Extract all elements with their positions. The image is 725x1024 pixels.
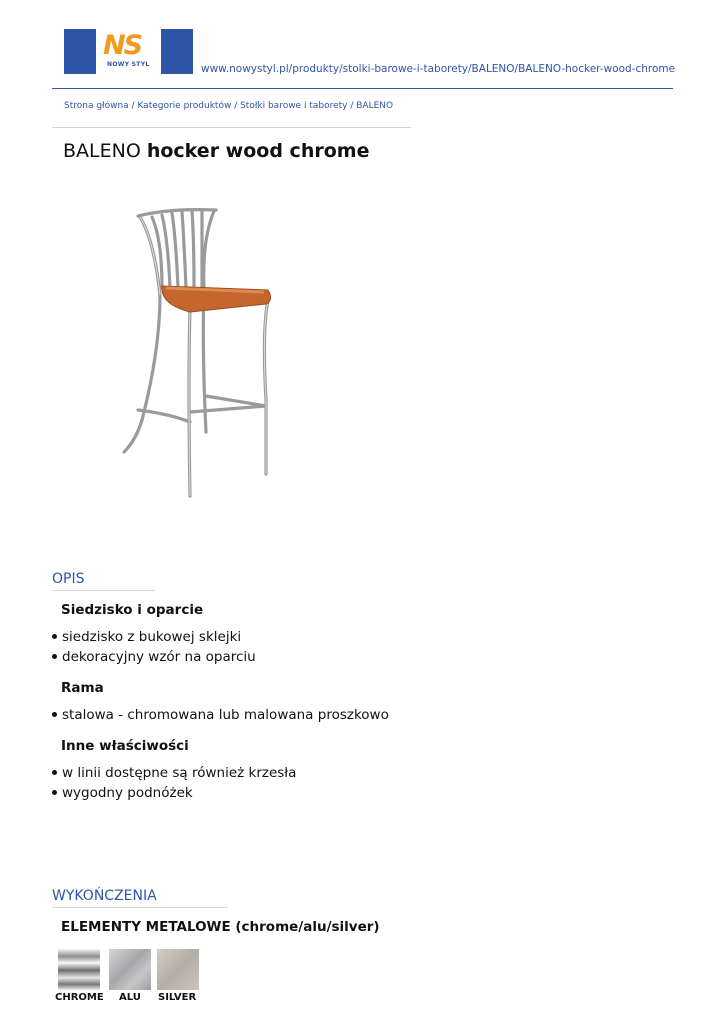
finishes-heading-underline bbox=[52, 907, 228, 908]
swatch-alu[interactable] bbox=[109, 949, 151, 990]
nowy-styl-logo[interactable] bbox=[64, 29, 193, 74]
logo-left-block bbox=[64, 29, 96, 74]
group-title-frame: Rama bbox=[61, 680, 104, 696]
swatch-label-alu: ALU bbox=[119, 992, 141, 1003]
list-item: siedzisko z bukowej sklejki bbox=[52, 627, 241, 647]
logo-subtitle: NOWY STYL bbox=[107, 61, 150, 68]
page-title bbox=[63, 140, 369, 162]
bullet-icon bbox=[52, 634, 57, 639]
breadcrumb-divider bbox=[52, 127, 411, 128]
title-prefix: BALENO bbox=[63, 140, 141, 162]
swatch-label-chrome: CHROME bbox=[55, 992, 104, 1003]
swatch-chrome[interactable] bbox=[58, 949, 100, 990]
bullet-icon bbox=[52, 654, 57, 659]
logo-mark: NS bbox=[103, 30, 142, 61]
group-title-other: Inne właściwości bbox=[61, 738, 189, 754]
product-image bbox=[110, 200, 290, 500]
bullet-icon bbox=[52, 712, 57, 717]
list-item: w linii dostępne są również krzesła bbox=[52, 763, 296, 783]
product-url[interactable]: www.nowystyl.pl/produkty/stolki-barowe-i-taborety/BALENO/BALENO-hocker-wood-chrome bbox=[201, 63, 676, 75]
header-divider bbox=[52, 88, 673, 89]
group-title-seat: Siedzisko i oparcie bbox=[61, 602, 204, 618]
description-heading: OPIS bbox=[52, 571, 85, 587]
bullet-icon bbox=[52, 790, 57, 795]
swatch-label-silver: SILVER bbox=[158, 992, 197, 1003]
breadcrumb[interactable]: Strona główna / Kategorie produktów / Stołki barowe i taborety / BALENO bbox=[64, 101, 394, 111]
logo-right-block bbox=[161, 29, 193, 74]
swatch-silver[interactable] bbox=[157, 949, 199, 990]
list-item: stalowa - chromowana lub malowana proszkowo bbox=[52, 705, 389, 725]
list-item: dekoracyjny wzór na oparciu bbox=[52, 647, 256, 667]
bullet-icon bbox=[52, 770, 57, 775]
description-heading-underline bbox=[52, 590, 155, 591]
finishes-group-title: ELEMENTY METALOWE (chrome/alu/silver) bbox=[61, 919, 380, 935]
list-item: wygodny podnóżek bbox=[52, 783, 193, 803]
title-main: hocker wood chrome bbox=[146, 140, 370, 162]
finishes-heading: WYKOŃCZENIA bbox=[52, 888, 157, 904]
